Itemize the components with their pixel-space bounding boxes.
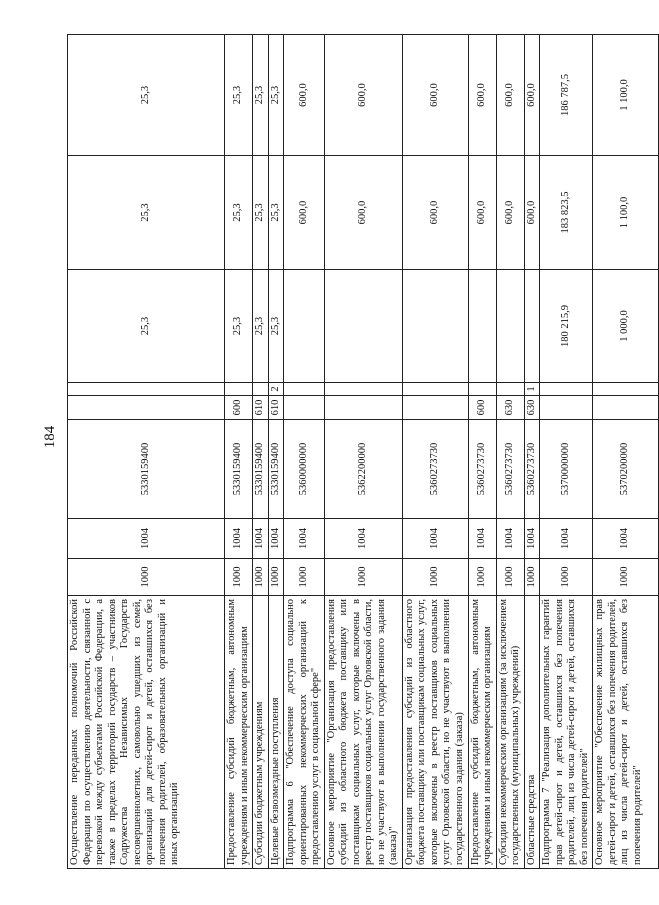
table-row <box>225 35 253 869</box>
cell-c2: 1004 <box>468 519 496 559</box>
table-row <box>496 35 524 869</box>
table-row <box>402 35 468 869</box>
cell-c4 <box>402 396 468 420</box>
cell-v3: 600,0 <box>468 35 496 156</box>
cell-c3: 5330159400 <box>253 420 269 519</box>
cell-c3: 5362200000 <box>324 420 402 519</box>
cell-c3: 5370200000 <box>593 420 659 519</box>
cell-c2: 1004 <box>324 519 402 559</box>
cell-c4 <box>324 396 402 420</box>
cell-c5 <box>253 383 269 396</box>
table-row <box>468 35 496 869</box>
cell-c5 <box>324 383 402 396</box>
table-row <box>268 35 284 869</box>
cell-v2: 600,0 <box>524 156 540 270</box>
cell-c4 <box>540 396 593 420</box>
cell-v1: 25,3 <box>68 270 225 383</box>
cell-v3: 1 100,0 <box>593 35 659 156</box>
cell-c3: 5330159400 <box>225 420 253 519</box>
cell-c5 <box>540 383 593 396</box>
cell-c3: 5360273730 <box>402 420 468 519</box>
cell-c2: 1004 <box>268 519 284 559</box>
cell-v3: 600,0 <box>324 35 402 156</box>
cell-v2: 600,0 <box>402 156 468 270</box>
cell-name: Субсидии некоммерческим организациям (за исключением государственных (муниципальных) учреждений) <box>496 596 524 869</box>
cell-v1 <box>284 270 325 383</box>
cell-name: Подпрограмма 6 "Обеспечение доступа социально ориентированных некоммерческих организаций к предоставлению услуг в социальной сфере" <box>284 596 325 869</box>
cell-c2: 1004 <box>402 519 468 559</box>
cell-c5: 2 <box>268 383 284 396</box>
cell-c3: 5360273730 <box>496 420 524 519</box>
cell-c5 <box>284 383 325 396</box>
cell-v3: 600,0 <box>284 35 325 156</box>
cell-c1: 1000 <box>540 559 593 596</box>
cell-c5 <box>225 383 253 396</box>
cell-c1: 1000 <box>268 559 284 596</box>
table-row <box>68 35 225 869</box>
cell-c2: 1004 <box>225 519 253 559</box>
rotated-page <box>41 35 643 869</box>
budget-table <box>67 34 659 869</box>
cell-c5 <box>468 383 496 396</box>
cell-c5 <box>402 383 468 396</box>
cell-v2: 183 823,5 <box>540 156 593 270</box>
cell-c3: 5360273730 <box>468 420 496 519</box>
cell-c4: 610 <box>268 396 284 420</box>
cell-name: Предоставление субсидий бюджетным, автономным учреждениям и иным некоммерческим организациям <box>225 596 253 869</box>
cell-v3: 25,3 <box>268 35 284 156</box>
cell-v1 <box>468 270 496 383</box>
table-row <box>324 35 402 869</box>
cell-c3: 5370000000 <box>540 420 593 519</box>
cell-c2: 1004 <box>253 519 269 559</box>
cell-c1: 1000 <box>68 559 225 596</box>
cell-v1: 25,3 <box>253 270 269 383</box>
table-row <box>253 35 269 869</box>
cell-v1 <box>496 270 524 383</box>
cell-name: Целевые безвозмездные поступления <box>268 596 284 869</box>
cell-c4: 600 <box>225 396 253 420</box>
cell-v2: 25,3 <box>253 156 269 270</box>
cell-v2: 25,3 <box>268 156 284 270</box>
cell-c4 <box>68 396 225 420</box>
cell-v2: 600,0 <box>496 156 524 270</box>
cell-v1: 25,3 <box>268 270 284 383</box>
table-body <box>68 35 659 869</box>
cell-name: Осуществление переданных полномочий Российской Федерации по осуществлению деятельности, связанной с перевозкой между субъектами Российской Федерации, а также в пределах территорий государств – участников Содружества Независимых Государств несовершеннолетних, самовольно ушедших из семей, организаций для детей-сирот и детей, оставшихся без попечения родителей, образовательных организаций и иных организаций <box>68 596 225 869</box>
cell-v1: 25,3 <box>225 270 253 383</box>
cell-v2: 600,0 <box>284 156 325 270</box>
cell-name: Основное мероприятие "Обеспечение жилищных прав детей-сирот и детей, оставшихся без попечения родителей, лиц из числа детей-сирот и детей, оставшихся без попечения родителей" <box>593 596 659 869</box>
cell-v2: 25,3 <box>225 156 253 270</box>
cell-v1 <box>324 270 402 383</box>
cell-name: Основное мероприятие "Организация предоставления субсидий из областного бюджета поставщику или поставщикам социальных услуг, которые включены в реестр поставщиков социальных услуг Орловской области, но не участвуют в выполнении государственного задания (заказа)" <box>324 596 402 869</box>
cell-c1: 1000 <box>284 559 325 596</box>
cell-c2: 1004 <box>524 519 540 559</box>
cell-v2: 600,0 <box>468 156 496 270</box>
cell-c3: 5360000000 <box>284 420 325 519</box>
cell-name: Организация предоставления субсидий из областного бюджета поставщику или поставщикам социальных услуг, которые включены в реестр поставщиков социальных услуг Орловской области, но не участвуют в выполнении государственного задания (заказа) <box>402 596 468 869</box>
cell-name: Субсидии бюджетным учреждениям <box>253 596 269 869</box>
cell-v1 <box>524 270 540 383</box>
cell-c5: 1 <box>524 383 540 396</box>
cell-name: Областные средства <box>524 596 540 869</box>
cell-c5 <box>593 383 659 396</box>
cell-c2: 1004 <box>540 519 593 559</box>
cell-c2: 1004 <box>593 519 659 559</box>
cell-c2: 1004 <box>496 519 524 559</box>
cell-c5 <box>496 383 524 396</box>
cell-v2: 600,0 <box>324 156 402 270</box>
cell-name: Предоставление субсидий бюджетным, автономным учреждениям и иным некоммерческим организациям <box>468 596 496 869</box>
cell-v3: 25,3 <box>68 35 225 156</box>
table-row <box>593 35 659 869</box>
cell-v3: 600,0 <box>524 35 540 156</box>
cell-c4: 610 <box>253 396 269 420</box>
cell-v3: 25,3 <box>253 35 269 156</box>
cell-v2: 1 100,0 <box>593 156 659 270</box>
table-row <box>524 35 540 869</box>
table-row <box>540 35 593 869</box>
cell-c1: 1000 <box>496 559 524 596</box>
cell-v1: 1 000,0 <box>593 270 659 383</box>
cell-c3: 5330159400 <box>68 420 225 519</box>
cell-c1: 1000 <box>402 559 468 596</box>
cell-c4 <box>284 396 325 420</box>
cell-c4: 600 <box>468 396 496 420</box>
page-number: 184 <box>42 425 58 449</box>
cell-name: Подпрограмма 7 "Реализация дополнительных гарантий прав детей-сирот и детей, оставшихся без попечения родителей, лиц из числа детей-сирот и детей, оставшихся без попечения родителей" <box>540 596 593 869</box>
cell-c2: 1004 <box>68 519 225 559</box>
cell-v1: 180 215,9 <box>540 270 593 383</box>
table-row <box>284 35 325 869</box>
cell-v3: 186 787,5 <box>540 35 593 156</box>
cell-c1: 1000 <box>324 559 402 596</box>
cell-c2: 1004 <box>284 519 325 559</box>
cell-v1 <box>402 270 468 383</box>
cell-v3: 25,3 <box>225 35 253 156</box>
cell-c1: 1000 <box>593 559 659 596</box>
cell-v2: 25,3 <box>68 156 225 270</box>
cell-v3: 600,0 <box>402 35 468 156</box>
cell-c4: 630 <box>524 396 540 420</box>
cell-c1: 1000 <box>468 559 496 596</box>
cell-c5 <box>68 383 225 396</box>
cell-c3: 5330159400 <box>268 420 284 519</box>
cell-c4 <box>593 396 659 420</box>
cell-c1: 1000 <box>253 559 269 596</box>
cell-c1: 1000 <box>225 559 253 596</box>
cell-v3: 600,0 <box>496 35 524 156</box>
cell-c1: 1000 <box>524 559 540 596</box>
cell-c4: 630 <box>496 396 524 420</box>
cell-c3: 5360273730 <box>524 420 540 519</box>
